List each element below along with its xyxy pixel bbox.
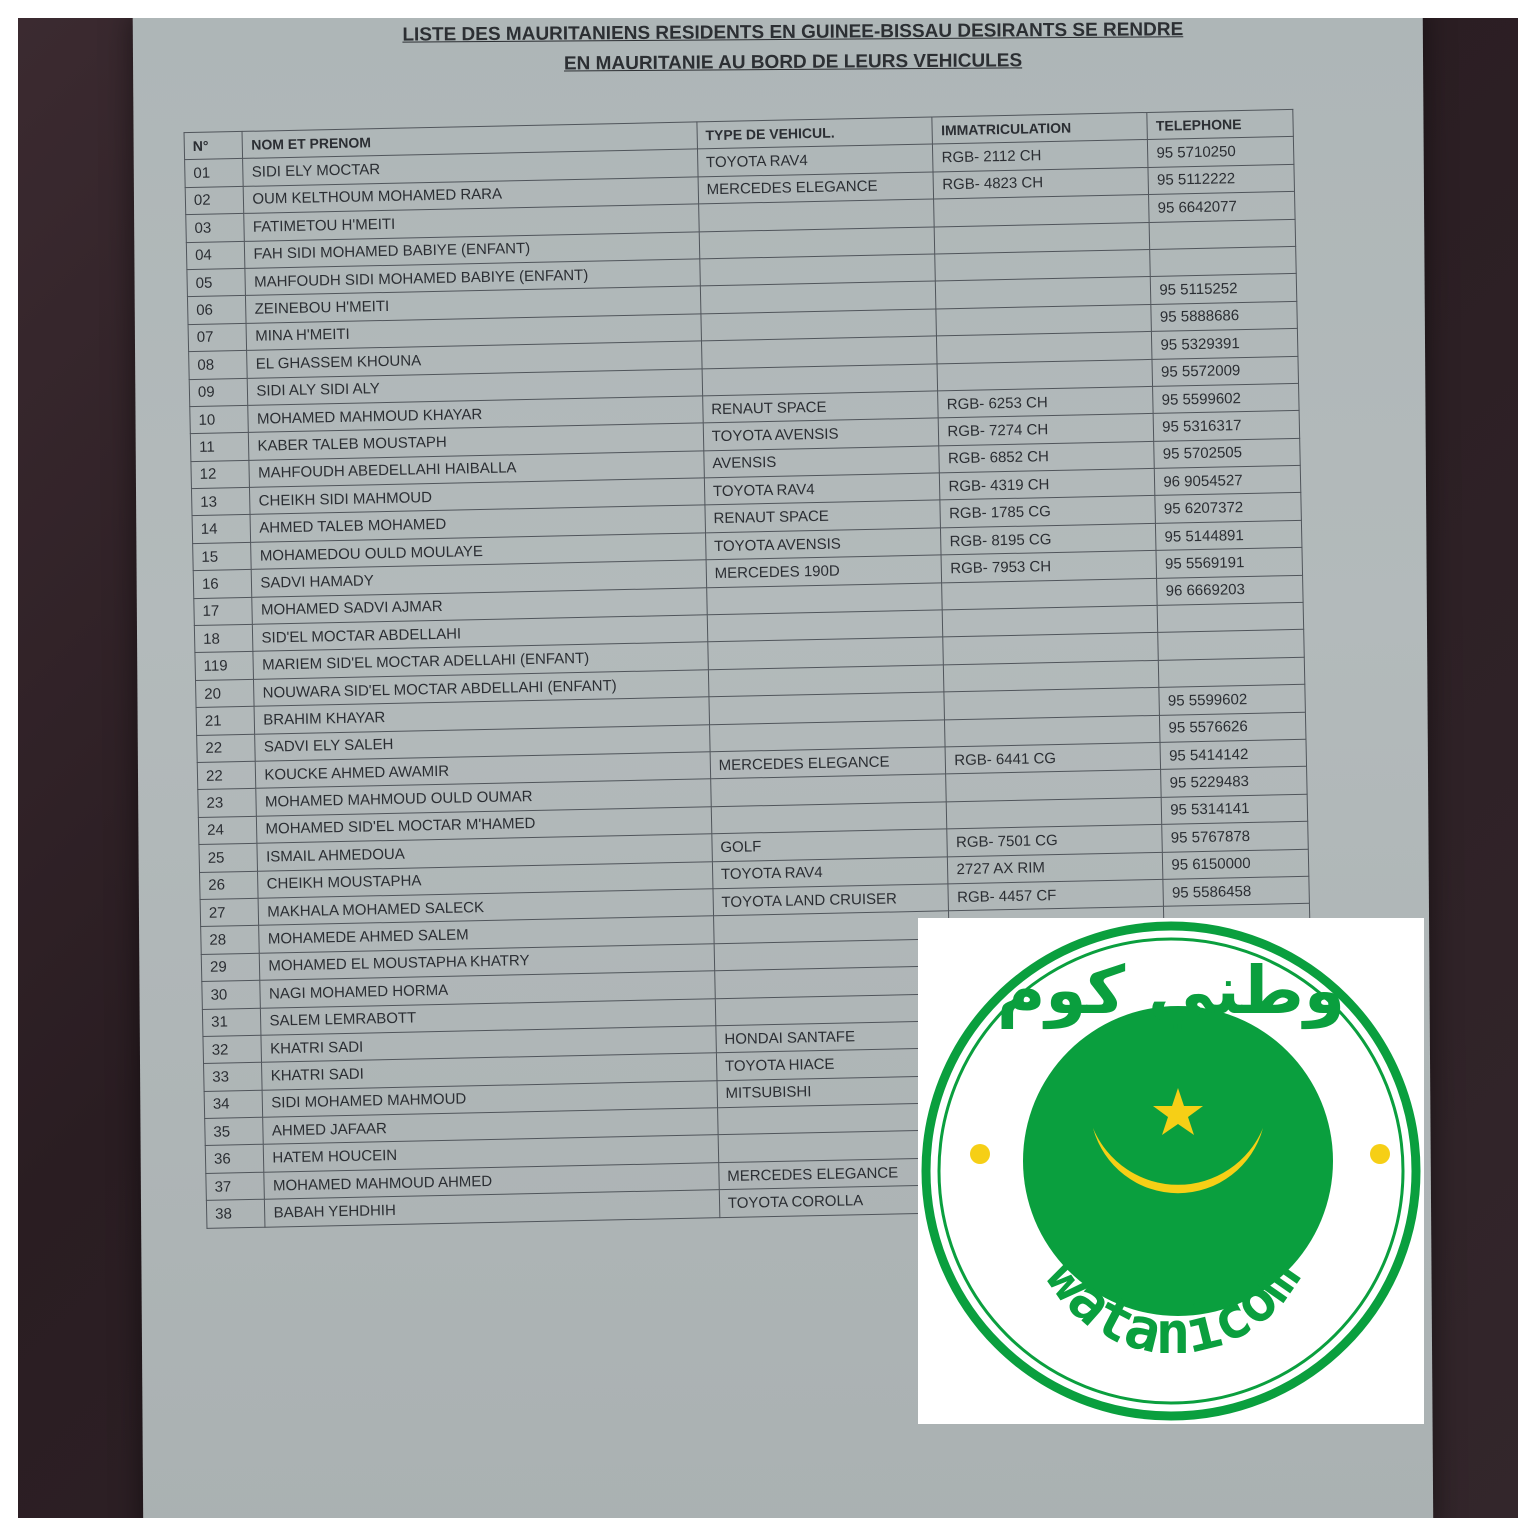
cell-name: ISMAIL AHMEDOUA xyxy=(257,834,712,871)
cell-vehicle-type: TOYOTA RAV4 xyxy=(704,473,940,505)
logo-latin-textpath: watanicom xyxy=(1032,1245,1314,1367)
cell-name: SIDI MOHAMED MAHMOUD xyxy=(263,1080,718,1117)
left-dot-icon xyxy=(970,1144,990,1164)
cell-number: 28 xyxy=(201,926,260,955)
cell-number: 23 xyxy=(198,789,257,818)
cell-name: BABAH YEHDHIH xyxy=(265,1190,720,1227)
cell-name: MOHAMED MAHMOUD AHMED xyxy=(264,1163,719,1200)
cell-telephone xyxy=(1150,246,1296,276)
cell-number: 10 xyxy=(190,405,249,434)
cell-number: 29 xyxy=(201,953,260,982)
cell-number: 34 xyxy=(204,1090,263,1119)
cell-vehicle-type: HONDAI SANTAFE xyxy=(716,1021,952,1053)
cell-name: MOHAMEDE AHMED SALEM xyxy=(259,916,714,953)
cell-name: FAH SIDI MOHAMED BABIYE (ENFANT) xyxy=(245,231,700,268)
cell-name: MINA H'MEITI xyxy=(246,314,701,351)
cell-name: SID'EL MOCTAR ABDELLAHI xyxy=(253,615,708,652)
cell-number: 02 xyxy=(185,186,244,215)
cell-name: AHMED TALEB MOHAMED xyxy=(250,505,705,542)
cell-number: 15 xyxy=(193,542,252,571)
cell-telephone: 95 5599602 xyxy=(1159,685,1305,715)
title-line-1: LISTE DES MAURITANIENS RESIDENTS EN GUINEE-BISSAU DESIRANTS SE RENDRE xyxy=(402,19,1184,46)
cell-number: 36 xyxy=(205,1145,264,1174)
cell-vehicle-type: MITSUBISHI xyxy=(717,1075,953,1107)
header-telephone: TELEPHONE xyxy=(1147,109,1293,139)
cell-vehicle-type: RENAUT SPACE xyxy=(705,500,941,532)
cell-vehicle-type: MERCEDES 190D xyxy=(706,555,942,587)
cell-name: MAHFOUDH SIDI MOHAMED BABIYE (ENFANT) xyxy=(245,259,700,296)
cell-number: 13 xyxy=(191,487,250,516)
cell-vehicle-type: TOYOTA AVENSIS xyxy=(705,528,941,560)
cell-number: 01 xyxy=(185,159,244,188)
cell-vehicle-type: TOYOTA RAV4 xyxy=(712,856,948,888)
cell-registration: RGB- 7501 CG xyxy=(947,824,1162,856)
cell-telephone: 95 5229483 xyxy=(1161,767,1307,797)
cell-registration: RGB- 2112 CH xyxy=(933,140,1148,172)
cell-number: 27 xyxy=(200,898,259,927)
cell-number: 04 xyxy=(186,241,245,270)
cell-telephone: 95 6642077 xyxy=(1149,192,1295,222)
cell-registration: RGB- 4823 CH xyxy=(933,167,1148,199)
cell-number: 30 xyxy=(202,980,261,1009)
cell-registration: RGB- 7274 CH xyxy=(939,414,1154,446)
cell-number: 37 xyxy=(206,1172,265,1201)
cell-registration: RGB- 7953 CH xyxy=(941,551,1156,583)
cell-name: AHMED JAFAAR xyxy=(263,1108,718,1145)
cell-name: NOUWARA SID'EL MOCTAR ABDELLAHI (ENFANT) xyxy=(254,670,709,707)
cell-number: 20 xyxy=(195,679,254,708)
cell-vehicle-type: TOYOTA COROLLA xyxy=(719,1185,955,1217)
cell-telephone xyxy=(1158,630,1304,660)
cell-number: 07 xyxy=(188,323,247,352)
cell-number: 25 xyxy=(199,843,258,872)
cell-number: 05 xyxy=(187,268,246,297)
cell-number: 35 xyxy=(205,1117,264,1146)
cell-number: 09 xyxy=(189,378,248,407)
cell-registration: RGB- 8195 CG xyxy=(941,523,1156,555)
cell-telephone: 96 6669203 xyxy=(1157,575,1303,605)
cell-name: SIDI ELY MOCTAR xyxy=(243,149,698,186)
cell-telephone: 95 5144891 xyxy=(1156,520,1302,550)
cell-number: 31 xyxy=(202,1008,261,1037)
cell-telephone: 95 5586458 xyxy=(1163,876,1309,906)
cell-telephone: 95 5767878 xyxy=(1162,821,1308,851)
cell-number: 24 xyxy=(198,816,257,845)
cell-name: HATEM HOUCEIN xyxy=(264,1135,719,1172)
cell-registration: 2727 AX RIM xyxy=(948,852,1163,884)
cell-registration: RGB- 4457 CF xyxy=(948,879,1163,911)
cell-name: ZEINEBOU H'MEITI xyxy=(246,286,701,323)
cell-name: FATIMETOU H'MEITI xyxy=(244,204,699,241)
logo-emblem xyxy=(918,918,1424,1424)
cell-number: 12 xyxy=(191,460,250,489)
cell-number: 11 xyxy=(190,433,249,462)
cell-name: OUM KELTHOUM MOHAMED RARA xyxy=(244,177,699,214)
cell-registration: RGB- 4319 CH xyxy=(940,468,1155,500)
cell-vehicle-type: MERCEDES ELEGANCE xyxy=(719,1158,955,1190)
cell-number: 33 xyxy=(204,1063,263,1092)
cell-vehicle-type: MERCEDES ELEGANCE xyxy=(698,172,934,204)
cell-number: 16 xyxy=(193,570,252,599)
cell-telephone: 95 5316317 xyxy=(1153,411,1299,441)
cell-telephone: 95 5115252 xyxy=(1151,274,1297,304)
cell-number: 26 xyxy=(200,871,259,900)
cell-name: MAKHALA MOHAMED SALECK xyxy=(259,889,714,926)
cell-registration: RGB- 6253 CH xyxy=(938,386,1153,418)
logo-arabic-text: وطني كوم xyxy=(996,952,1346,1029)
title-line-2: EN MAURITANIE AU BORD DE LEURS VEHICULES xyxy=(563,50,1023,75)
cell-telephone: 95 5314141 xyxy=(1161,794,1307,824)
cell-number: 119 xyxy=(195,652,254,681)
cell-number: 32 xyxy=(203,1035,262,1064)
cell-name: EL GHASSEM KHOUNA xyxy=(247,341,702,378)
cell-vehicle-type: TOYOTA LAND CRUISER xyxy=(713,884,949,916)
cell-number: 22 xyxy=(197,761,256,790)
cell-name: CHEIKH MOUSTAPHA xyxy=(258,861,713,898)
cell-vehicle-type: AVENSIS xyxy=(704,446,940,478)
cell-name: KOUCKE AHMED AWAMIR xyxy=(256,752,711,789)
cell-number: 17 xyxy=(194,597,253,626)
cell-number: 03 xyxy=(186,214,245,243)
cell-name: MOHAMEDOU OULD MOULAYE xyxy=(251,533,706,570)
cell-telephone: 95 5576626 xyxy=(1160,712,1306,742)
cell-vehicle-type: TOYOTA HIACE xyxy=(716,1048,952,1080)
header-number: N° xyxy=(184,131,243,160)
cell-telephone xyxy=(1159,657,1305,687)
cell-telephone: 95 5569191 xyxy=(1156,548,1302,578)
cell-number: 38 xyxy=(206,1199,265,1228)
cell-number: 08 xyxy=(189,351,248,380)
cell-number: 21 xyxy=(196,707,255,736)
cell-vehicle-type: GOLF xyxy=(712,829,948,861)
cell-name: CHEIKH SIDI MAHMOUD xyxy=(250,478,705,515)
cell-vehicle-type: MERCEDES ELEGANCE xyxy=(710,747,946,779)
cell-number: 18 xyxy=(194,624,253,653)
right-dot-icon xyxy=(1370,1144,1390,1164)
cell-telephone: 95 5710250 xyxy=(1148,137,1294,167)
cell-name: MOHAMED MAHMOUD OULD OUMAR xyxy=(256,779,711,816)
cell-name: MARIEM SID'EL MOCTAR ADELLAHI (ENFANT) xyxy=(253,642,708,679)
cell-registration: RGB- 6852 CH xyxy=(939,441,1154,473)
cell-registration: RGB- 1785 CG xyxy=(940,496,1155,528)
cell-telephone: 95 5112222 xyxy=(1148,164,1294,194)
header-vehicle-type: TYPE DE VEHICUL. xyxy=(697,117,933,149)
cell-name: SADVI ELY SALEH xyxy=(255,724,710,761)
cell-telephone xyxy=(1157,602,1303,632)
cell-name: MOHAMED SADVI AJMAR xyxy=(252,587,707,624)
cell-telephone: 95 5888686 xyxy=(1151,301,1297,331)
cell-telephone: 95 5414142 xyxy=(1160,739,1306,769)
cell-name: SADVI HAMADY xyxy=(252,560,707,597)
cell-telephone: 95 6207372 xyxy=(1155,493,1301,523)
cell-vehicle-type: TOYOTA AVENSIS xyxy=(703,418,939,450)
cell-telephone: 95 5329391 xyxy=(1152,329,1298,359)
watanicom-logo xyxy=(918,918,1424,1424)
cell-number: 14 xyxy=(192,515,251,544)
cell-vehicle-type: RENAUT SPACE xyxy=(702,391,938,423)
cell-number: 06 xyxy=(187,296,246,325)
cell-telephone: 95 5599602 xyxy=(1153,383,1299,413)
cell-name: BRAHIM KHAYAR xyxy=(254,697,709,734)
cell-telephone: 95 6150000 xyxy=(1163,849,1309,879)
cell-telephone: 95 5702505 xyxy=(1154,438,1300,468)
cell-telephone xyxy=(1149,219,1295,249)
header-name: NOM ET PRENOM xyxy=(242,122,697,159)
cell-vehicle-type: TOYOTA RAV4 xyxy=(697,144,933,176)
cell-number: 22 xyxy=(197,734,256,763)
cell-telephone: 95 5572009 xyxy=(1152,356,1298,386)
header-registration: IMMATRICULATION xyxy=(932,112,1147,144)
cell-name: KABER TALEB MOUSTAPH xyxy=(249,423,704,460)
cell-name: SIDI ALY SIDI ALY xyxy=(248,368,703,405)
cell-name: MOHAMED SID'EL MOCTAR M'HAMED xyxy=(257,807,712,844)
cell-name: MOHAMED MAHMOUD KHAYAR xyxy=(248,396,703,433)
cell-name: SALEM LEMRABOTT xyxy=(261,998,716,1035)
cell-registration: RGB- 6441 CG xyxy=(946,742,1161,774)
cell-name: MAHFOUDH ABEDELLAHI HAIBALLA xyxy=(249,451,704,488)
cell-telephone: 96 9054527 xyxy=(1155,465,1301,495)
cell-name: NAGI MOHAMED HORMA xyxy=(260,971,715,1008)
cell-name: KHATRI SADI xyxy=(261,1026,716,1063)
cell-name: MOHAMED EL MOUSTAPHA KHATRY xyxy=(260,943,715,980)
cell-name: KHATRI SADI xyxy=(262,1053,717,1090)
document-title xyxy=(293,18,1293,81)
